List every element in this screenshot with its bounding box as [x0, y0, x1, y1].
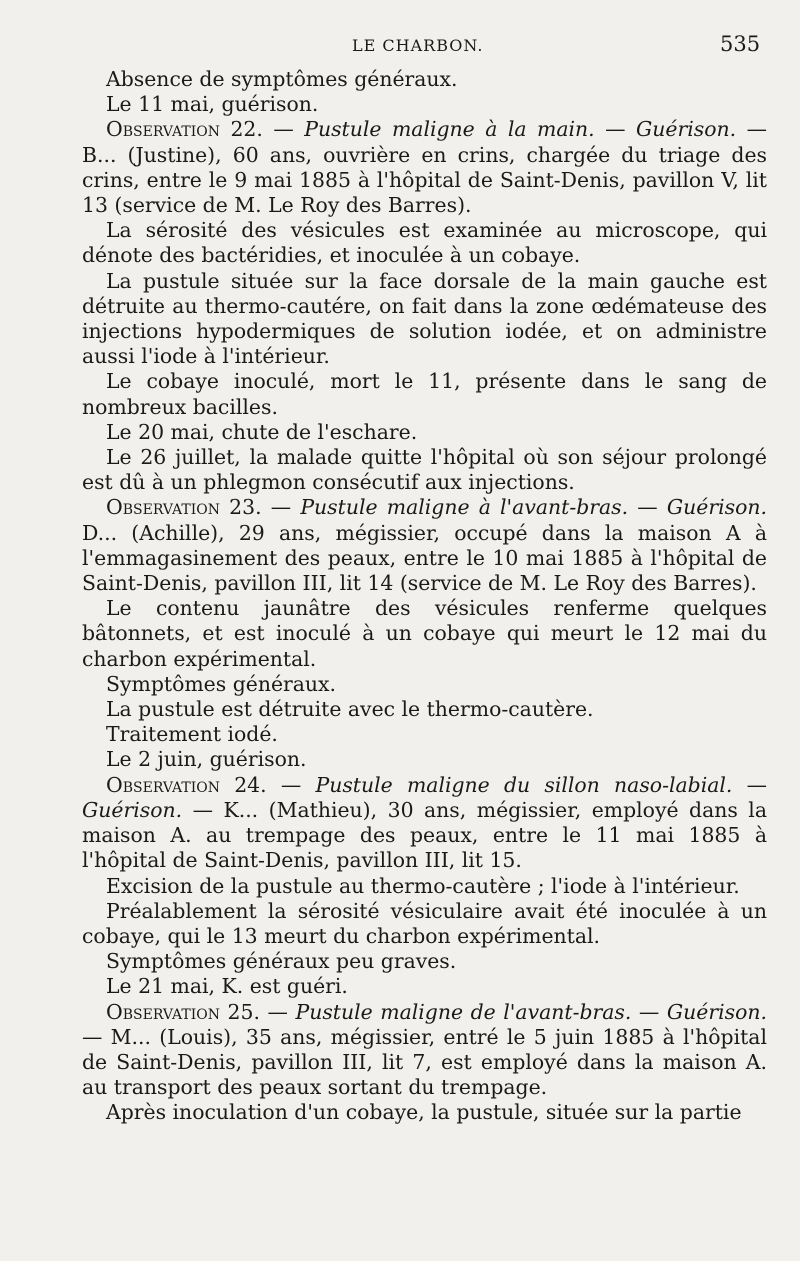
- running-title: LE CHARBON.: [352, 36, 484, 55]
- observation-paragraph: [82, 117, 767, 218]
- page-body: [82, 67, 767, 1126]
- observation-heading: Observation 24.: [106, 772, 267, 797]
- text-paragraph: Traitement iodé.: [106, 722, 278, 747]
- observation-sep: —: [266, 772, 316, 797]
- observation-heading: Observation 25.: [106, 999, 260, 1024]
- text-paragraph: La pustule située sur la face dorsale de la main gauche est détruite au thermo-cautére, on fait dans la zone œdémateuse des injections hypodermiques de solution iodée, et on administre aussi l'iode à l'intérieur.: [82, 268, 767, 369]
- observation-paragraph: [82, 495, 767, 596]
- page-number: 535: [720, 32, 761, 56]
- observation-heading: Observation 22.: [106, 117, 263, 142]
- text-paragraph: Le 2 juin, guérison.: [106, 747, 307, 772]
- observation-text: — K... (Mathieu), 30 ans, mégissier, employé dans la maison A. au trempage des peaux, entre le 11 mai 1885 à l'hôpital de Saint-Denis, pavillon III, lit 15.: [82, 797, 767, 873]
- text-paragraph: Le 11 mai, guérison.: [106, 92, 319, 117]
- observation-title: Pustule maligne du sillon naso-labial.: [315, 772, 733, 797]
- text-paragraph: La pustule est détruite avec le thermo-cautère.: [106, 697, 594, 722]
- text-paragraph: Le 21 mai, K. est guéri.: [106, 974, 348, 999]
- observation-sep: —: [261, 495, 301, 520]
- observation-sep: —: [631, 999, 667, 1024]
- observation-paragraph: [82, 773, 767, 874]
- observation-title: Pustule maligne à l'avant-bras.: [300, 495, 629, 520]
- observation-outcome: Guérison.: [636, 117, 737, 142]
- observation-title: Pustule maligne de l'avant-bras.: [295, 999, 632, 1024]
- observation-sep: —: [262, 117, 305, 142]
- page-header: [0, 30, 800, 60]
- text-paragraph: Le 26 juillet, la malade quitte l'hôpital où son séjour prolongé est dû à un phlegmon consécutif aux injections.: [82, 445, 767, 495]
- text-paragraph: Le 20 mai, chute de l'eschare.: [106, 419, 418, 444]
- observation-sep: —: [732, 772, 768, 797]
- observation-sep: —: [259, 999, 296, 1024]
- text-paragraph: Préalablement la sérosité vésiculaire avait été inoculée à un cobaye, qui le 13 meurt du charbon expérimental.: [82, 898, 767, 948]
- text-paragraph: La sérosité des vésicules est examinée au microscope, qui dénote des bactéridies, et inoculée à un cobaye.: [82, 218, 767, 268]
- text-paragraph: Absence de symptômes généraux.: [106, 67, 458, 91]
- text-paragraph: Après inoculation d'un cobaye, la pustule, située sur la partie: [106, 1100, 742, 1125]
- text-paragraph: Le contenu jaunâtre des vésicules renferme quelques bâtonnets, et est inoculé à un cobaye qui meurt le 12 mai du charbon expérimental.: [82, 596, 767, 671]
- observation-heading: Observation 23.: [106, 495, 262, 520]
- text-paragraph: Excision de la pustule au thermo-cautère ; l'iode à l'intérieur.: [106, 873, 740, 898]
- observation-sep: —: [628, 495, 667, 520]
- text-paragraph: Symptômes généraux.: [106, 671, 337, 696]
- text-paragraph: Symptômes généraux peu graves.: [106, 949, 457, 974]
- observation-title: Pustule maligne à la main.: [304, 117, 595, 142]
- observation-text: — M... (Louis), 35 ans, mégissier, entré le 5 juin 1885 à l'hôpital de Saint-Denis, pavillon III, lit 7, est employé dans la maison A. au transport des peaux sortant du trempage.: [82, 1024, 767, 1100]
- observation-outcome: Guérison.: [666, 495, 767, 520]
- observation-text: — B... (Justine), 60 ans, ouvrière en crins, chargée du triage des crins, entre le 9 mai 1885 à l'hôpital de Saint-Denis, pavillon V, lit 13 (service de M. Le Roy des Barres).: [82, 117, 767, 218]
- text-paragraph: Le cobaye inoculé, mort le 11, présente dans le sang de nombreux bacilles.: [82, 369, 767, 419]
- observation-paragraph: [82, 1000, 767, 1101]
- observation-sep: —: [594, 117, 636, 142]
- observation-outcome: Guérison.: [666, 999, 767, 1024]
- observation-text: D... (Achille), 29 ans, mégissier, occupé dans la maison A à l'emmagasinement des peaux, entre le 10 mai 1885 à l'hôpital de Saint-Denis, pavillon III, lit 14 (service de M. Le Roy des Barres).: [82, 520, 767, 596]
- observation-outcome: Guérison.: [82, 797, 183, 822]
